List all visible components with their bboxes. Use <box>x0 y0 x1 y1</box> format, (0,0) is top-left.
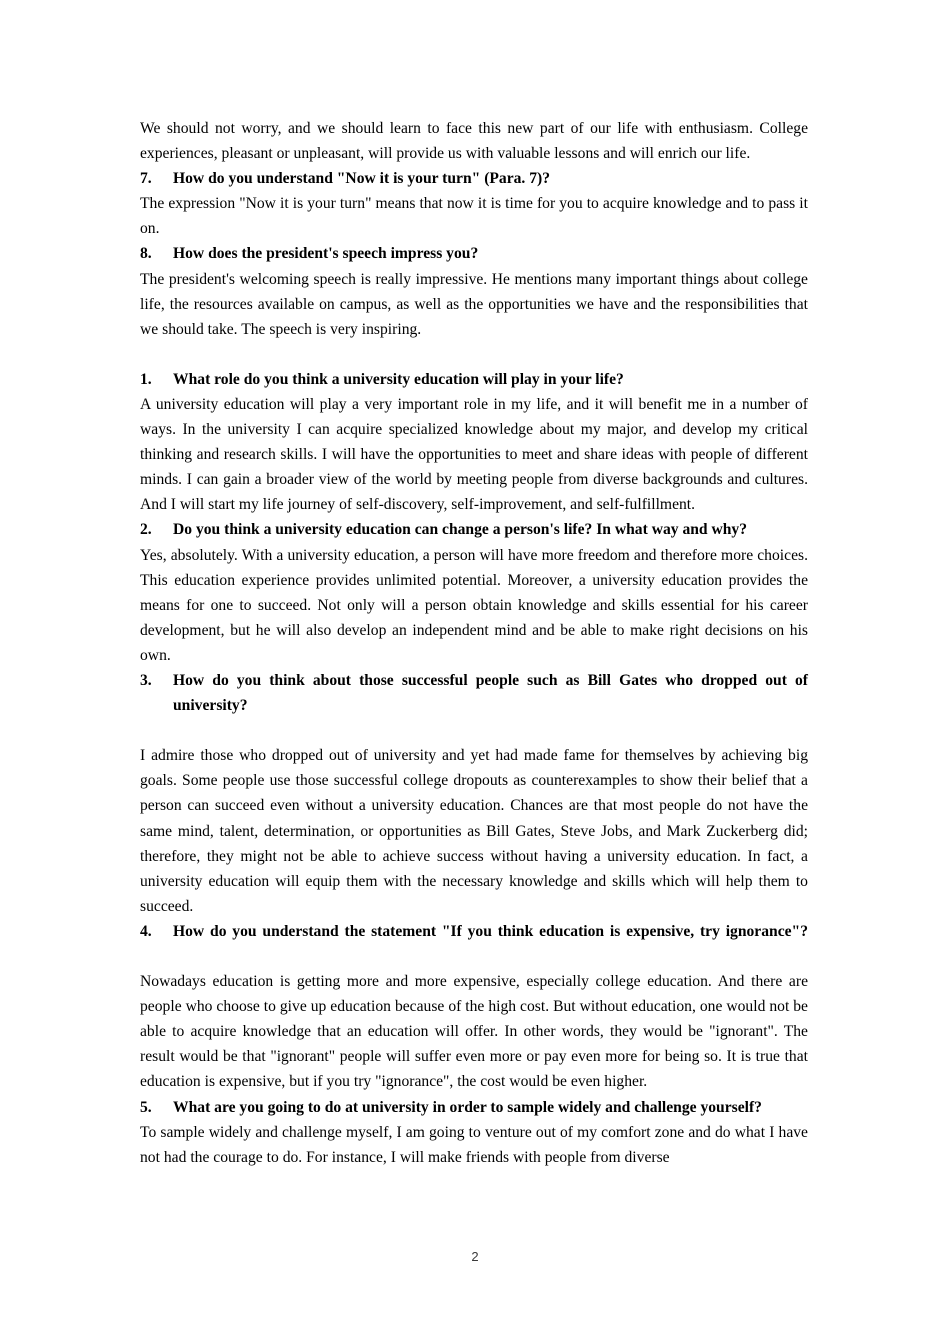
question-3 <box>140 668 808 743</box>
question-5-number: 5. <box>140 1098 152 1116</box>
paragraph-continued-answer-6: We should not worry, and we should learn to face this new part of our life with enthusiasm. College experiences, pleasant or unpleasant, will provide us with valuable lessons and will enrich our life. <box>140 120 808 163</box>
question-7-number: 7. <box>140 170 152 188</box>
question-5-text: What are you going to do at university in order to sample widely and challenge yourself? <box>173 1098 762 1116</box>
question-4-number: 4. <box>140 922 152 940</box>
question-4-text: How do you understand the statement "If you think education is expensive, try ignorance"? <box>173 922 808 940</box>
question-3-text: How do you think about those successful people such as Bill Gates who dropped out of university? <box>173 671 808 715</box>
question-7-text: How do you understand "Now it is your turn" (Para. 7)? <box>173 170 551 188</box>
answer-8: The president's welcoming speech is really impressive. He mentions many important things about college life, the resources available on campus, as well as the opportunities we have and the responsibilities that we should take. The speech is very inspiring. <box>140 270 808 338</box>
answer-3: I admire those who dropped out of university and yet had made fame for themselves by achieving big goals. Some people use those successful college dropouts as counterexamples to show their belief that a person can succeed even without a university education. Chances are that most people do not have the same mind, talent, determination, or opportunities as Bill Gates, Steve Jobs, and Mark Zuckerberg did; therefore, they might not be able to achieve success without having a university education. In fact, a university education will equip them with the necessary knowledge and skills which will help them to succeed. <box>140 747 808 915</box>
question-2 <box>140 517 808 542</box>
answer-7: The expression "Now it is your turn" means that now it is time for you to acquire knowledge and to pass it on. <box>140 195 808 238</box>
answer-4: Nowadays education is getting more and more expensive, especially college education. And there are people who choose to give up education because of the high cost. But without education, one would not be able to acquire knowledge that an education will offer. In other words, they would be "ignorant". The result would be that "ignorant" people will suffer even more or pay even more for being so. It is true that education is expensive, but if you try "ignorance", the cost would be even higher. <box>140 973 808 1091</box>
question-1 <box>140 367 808 392</box>
page-content <box>140 116 808 1170</box>
question-8-text: How does the president's speech impress you? <box>173 245 479 263</box>
question-1-text: What role do you think a university education will play in your life? <box>173 370 624 388</box>
question-7 <box>140 166 808 191</box>
question-2-text: Do you think a university education can change a person's life? In what way and why? <box>173 521 748 539</box>
question-8 <box>140 241 808 266</box>
section-divider-space <box>140 342 808 367</box>
question-5 <box>140 1095 808 1120</box>
question-1-number: 1. <box>140 370 152 388</box>
question-3-number: 3. <box>140 671 152 689</box>
answer-5: To sample widely and challenge myself, I am going to venture out of my comfort zone and do what I have not had the courage to do. For instance, I will make friends with people from diverse <box>140 1123 808 1166</box>
answer-1: A university education will play a very important role in my life, and it will benefit me in a number of ways. In the university I can acquire specialized knowledge about my major, and develop my critical thinking and research skills. I will have the opportunities to meet and share ideas with people of different minds. I can gain a broader view of the world by meeting people from diverse backgrounds and cultures. And I will start my life journey of self-discovery, self-improvement, and self-fulfillment. <box>140 395 808 514</box>
section-continued <box>140 116 808 342</box>
answer-2: Yes, absolutely. With a university education, a person will have more freedom and therefore more choices. This education experience provides unlimited potential. Moreover, a university education provides the means for one to succeed. Not only will a person obtain knowledge and skills essential for his career development, but he will also develop an independent mind and be able to make right decisions on his own. <box>140 546 808 664</box>
page-number: 2 <box>471 1249 479 1264</box>
question-2-number: 2. <box>140 521 152 539</box>
section-discussion <box>140 367 808 1170</box>
question-8-number: 8. <box>140 245 152 263</box>
question-4 <box>140 919 808 969</box>
